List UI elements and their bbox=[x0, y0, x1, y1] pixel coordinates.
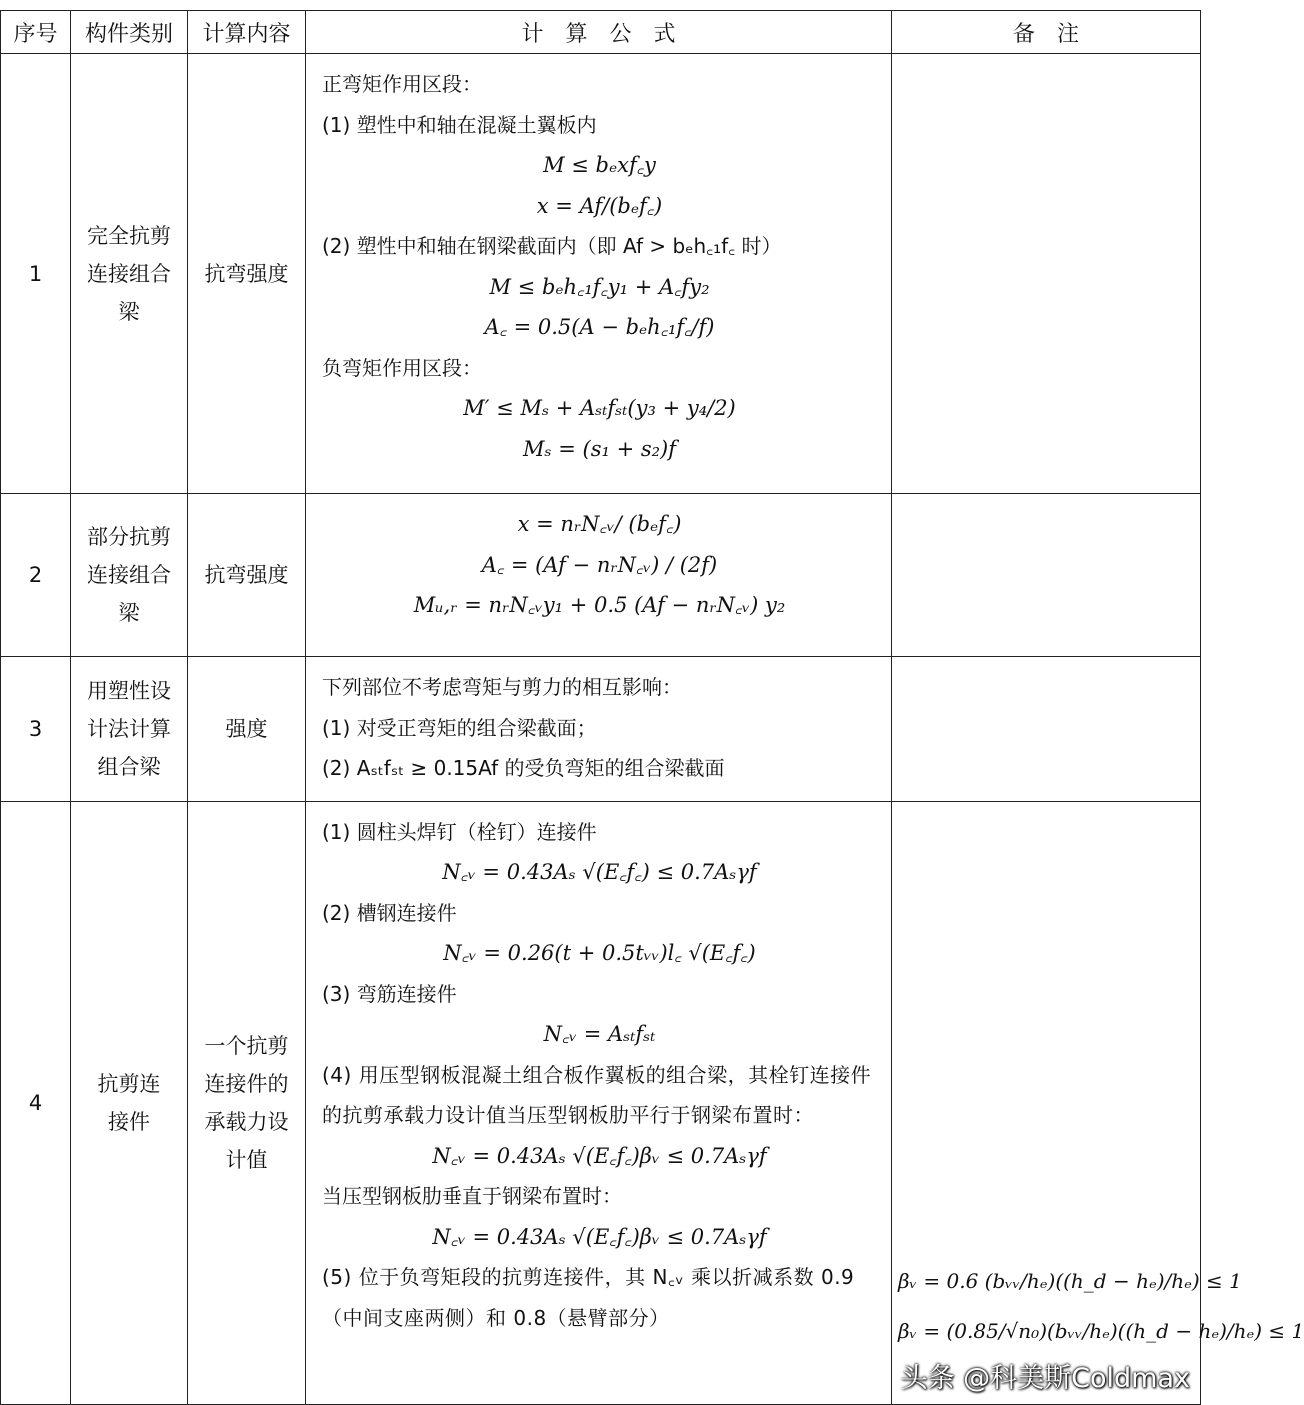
formula-equation: A꜀ = (Af − nᵣN꜀ᵥ) / (2f) bbox=[481, 552, 718, 577]
watermark bbox=[901, 1356, 1190, 1395]
category-line: 连接组合 bbox=[87, 563, 171, 587]
formula-equation: N꜀ᵥ = 0.26(t + 0.5tᵥᵥ)l꜀ √(E꜀f꜀) bbox=[443, 941, 756, 965]
formula-equation: M ≤ bₑxf꜀y bbox=[543, 153, 656, 177]
calculation-content bbox=[188, 494, 306, 657]
row-number: 4 bbox=[1, 801, 71, 1404]
category-line: 梁 bbox=[118, 299, 140, 324]
formula-text: (2) 塑性中和轴在钢梁截面内（即 Af > bₑh꜀₁f꜀ 时） bbox=[322, 234, 782, 258]
content-line: 计值 bbox=[225, 1147, 268, 1172]
formula-cell bbox=[306, 801, 892, 1404]
category-line: 连接组合 bbox=[87, 261, 171, 286]
category-line: 组合梁 bbox=[97, 754, 161, 779]
formula-text: (1) 圆柱头焊钉（栓钉）连接件 bbox=[322, 819, 597, 844]
formula-text: (1) 塑性中和轴在混凝土翼板内 bbox=[322, 112, 597, 137]
note-cell bbox=[892, 54, 1201, 494]
formula-equation: N꜀ᵥ = 0.43Aₛ √(E꜀f꜀)βᵥ ≤ 0.7Aₛγf bbox=[432, 1224, 767, 1249]
table-row bbox=[1, 54, 1201, 494]
note-cell bbox=[892, 494, 1201, 657]
note-equation: βᵥ = (0.85/√n₀)(bᵥᵥ/hₑ)((h_d − hₑ)/hₑ) ≤ 1 bbox=[898, 1318, 1304, 1343]
formula-equation: x = Af/(bₑf꜀) bbox=[536, 193, 663, 218]
formula-text: (2) 槽钢连接件 bbox=[322, 900, 457, 925]
header-row bbox=[1, 11, 1201, 54]
formula-equation: Mᵤ,ᵣ = nᵣN꜀ᵥy₁ + 0.5 (Af − nᵣN꜀ᵥ) y₂ bbox=[413, 593, 786, 617]
component-category bbox=[71, 54, 188, 494]
component-category bbox=[71, 657, 188, 802]
category-line: 用塑性设 bbox=[87, 678, 171, 703]
formula-text: 下列部位不考虑弯矩与剪力的相互影响： bbox=[322, 675, 682, 699]
component-category bbox=[71, 494, 188, 657]
formula-equation: x = nᵣN꜀ᵥ/ (bₑf꜀) bbox=[517, 512, 682, 536]
category-line: 计法计算 bbox=[87, 716, 171, 741]
formula-cell bbox=[306, 494, 892, 657]
category-line: 完全抗剪 bbox=[87, 223, 171, 248]
note-cell bbox=[892, 801, 1304, 1404]
content-line: 承载力设 bbox=[204, 1109, 289, 1134]
formula-equation: M′ ≤ Mₛ + Aₛₜfₛₜ(y₃ + y₄/2) bbox=[463, 396, 736, 420]
category-line: 梁 bbox=[118, 601, 140, 625]
header-category: 构件类别 bbox=[71, 11, 188, 54]
formula-text: 当压型钢板肋垂直于钢梁布置时： bbox=[322, 1184, 622, 1208]
formula-text: (5) 位于负弯矩段的抗剪连接件，其 N꜀ᵥ 乘以折减系数 0.9（中间支座两侧）和 0.8（悬臂部分） bbox=[322, 1265, 855, 1330]
row-number: 2 bbox=[1, 494, 71, 657]
content-line: 抗弯强度 bbox=[204, 261, 289, 286]
category-line: 部分抗剪 bbox=[87, 525, 171, 549]
formula-text: (1) 对受正弯矩的组合梁截面； bbox=[322, 715, 597, 740]
table-row bbox=[1, 801, 1201, 1404]
component-category bbox=[71, 801, 188, 1404]
category-line: 抗剪连 bbox=[97, 1071, 161, 1096]
header-content: 计算内容 bbox=[188, 11, 306, 54]
header-note: 备 注 bbox=[892, 11, 1201, 54]
header-formula: 计 算 公 式 bbox=[306, 11, 892, 54]
calculation-content bbox=[188, 801, 306, 1404]
content-line: 一个抗剪 bbox=[204, 1033, 289, 1058]
row-number: 1 bbox=[1, 54, 71, 494]
formula-text: (4) 用压型钢板混凝土组合板作翼板的组合梁，其栓钉连接件的抗剪承载力设计值当压型钢板肋平行于钢梁布置时： bbox=[322, 1062, 872, 1127]
formula-text: (2) Aₛₜfₛₜ ≥ 0.15Af 的受负弯矩的组合梁截面 bbox=[322, 756, 725, 780]
watermark-text: 头条 @科美斯Coldmax bbox=[900, 1363, 1190, 1394]
formula-equation: M ≤ bₑh꜀₁f꜀y₁ + A꜀fy₂ bbox=[489, 274, 710, 299]
formula-text: 正弯矩作用区段： bbox=[322, 72, 482, 96]
formula-equation: N꜀ᵥ = Aₛₜfₛₜ bbox=[543, 1022, 656, 1046]
content-line: 抗弯强度 bbox=[204, 563, 289, 587]
formula-cell bbox=[306, 657, 892, 802]
note-cell bbox=[892, 657, 1201, 802]
content-line: 连接件的 bbox=[204, 1071, 289, 1096]
row-number: 3 bbox=[1, 657, 71, 802]
category-line: 接件 bbox=[108, 1109, 150, 1134]
table-row bbox=[1, 657, 1201, 802]
header-no: 序号 bbox=[1, 11, 71, 54]
formula-equation: N꜀ᵥ = 0.43Aₛ √(E꜀f꜀) ≤ 0.7Aₛγf bbox=[442, 860, 757, 884]
formula-text: 负弯矩作用区段： bbox=[322, 355, 482, 380]
note-equation: βᵥ = 0.6 (bᵥᵥ/hₑ)((h_d − hₑ)/hₑ) ≤ 1 bbox=[898, 1268, 1242, 1293]
formula-equation: A꜀ = 0.5(A − bₑh꜀₁f꜀/f) bbox=[484, 315, 715, 339]
formula-equation: Mₛ = (s₁ + s₂)f bbox=[522, 436, 677, 461]
formula-equation: N꜀ᵥ = 0.43Aₛ √(E꜀f꜀)βᵥ ≤ 0.7Aₛγf bbox=[432, 1143, 767, 1168]
calculation-content bbox=[188, 54, 306, 494]
calculation-content bbox=[188, 657, 306, 802]
formula-cell bbox=[306, 54, 892, 494]
formula-table bbox=[0, 10, 1304, 1405]
content-line: 强度 bbox=[225, 716, 268, 741]
formula-text: (3) 弯筋连接件 bbox=[322, 981, 457, 1006]
table-row bbox=[1, 494, 1201, 657]
